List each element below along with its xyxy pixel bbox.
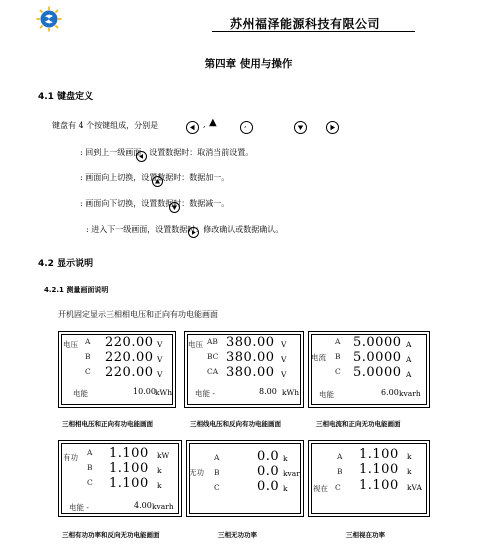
- phase-label: B: [85, 352, 91, 361]
- reading-unit: kW: [157, 451, 170, 460]
- reading-value: 380.00: [226, 335, 275, 350]
- key-def-down: : 画面向下切换，设置数据时：数据减一。: [80, 199, 230, 208]
- energy-unit: kvarh: [152, 502, 174, 511]
- display-panel-apparent-power: [308, 440, 430, 517]
- section-4-2-title: 4.2 显示说明: [38, 259, 94, 269]
- up-key-icon: ▲: [209, 117, 217, 128]
- display-intro: 开机固定显示三相相电压和正向有功电能画面: [58, 310, 218, 319]
- reading-value: 1.100: [109, 461, 149, 476]
- reading-value: 0.0: [257, 464, 280, 479]
- reading-value: 220.00: [105, 335, 154, 350]
- reading-unit: k: [407, 467, 412, 476]
- company-name: 苏州福泽能源科技有限公司: [230, 17, 381, 31]
- reading-unit: kVA: [407, 483, 422, 492]
- energy-value: 4.00: [134, 501, 152, 510]
- round-key-icon: [240, 121, 253, 134]
- energy-unit: kWh: [282, 388, 300, 397]
- display-panel-line-voltage: [184, 331, 304, 408]
- phase-label: A: [214, 453, 220, 462]
- energy-label: 电能 -: [69, 503, 89, 512]
- reading-unit: V: [281, 370, 287, 379]
- key-intro-sep1: ,: [203, 120, 206, 129]
- reading-unit: V: [281, 355, 287, 364]
- phase-label: BC: [207, 352, 219, 361]
- panel-label: 无功: [189, 468, 204, 477]
- panel-label: 视在: [313, 484, 328, 493]
- energy-unit: kvarh: [399, 389, 421, 398]
- reading-unit: V: [281, 340, 287, 349]
- key-def-up: : 画面向上切换，设置数据时：数据加一。: [80, 173, 230, 182]
- panel-caption: 三相相电压和正向有功电能画面: [62, 420, 153, 428]
- energy-unit: kWh: [155, 388, 173, 397]
- reading-value: 220.00: [105, 365, 154, 380]
- section-4-1-title: 4.1 键盘定义: [38, 92, 94, 102]
- reading-value: 1.100: [359, 447, 399, 462]
- chapter-title: 第四章 使用与操作: [204, 58, 293, 70]
- energy-label: 电能: [319, 390, 334, 399]
- key-def-enter: : 进入下一级画面，设置数据时：修改确认或数据确认。: [86, 225, 284, 234]
- phase-label: C: [214, 483, 220, 492]
- reading-unit: k: [283, 484, 288, 493]
- reading-unit: kvar: [283, 469, 300, 478]
- reading-value: 5.0000: [353, 350, 402, 365]
- key-def-back: : 回到上一级画面，设置数据时：取消当前设置。: [80, 148, 254, 157]
- reading-unit: k: [283, 454, 288, 463]
- reading-unit: k: [157, 481, 162, 490]
- phase-label: B: [214, 468, 220, 477]
- panel-label: 有功: [63, 453, 78, 462]
- down-key-icon: [294, 121, 307, 134]
- energy-label: 电能: [73, 389, 88, 398]
- display-panel-reactive-power: [186, 440, 304, 517]
- header-rule: [212, 31, 415, 32]
- left-key-icon: [186, 121, 199, 134]
- subsection-4-2-1-title: 4.2.1 测量画面说明: [44, 286, 109, 294]
- reading-value: 380.00: [226, 365, 275, 380]
- reading-value: 1.100: [359, 462, 399, 477]
- phase-label: A: [85, 337, 91, 346]
- energy-value: 8.00: [259, 387, 277, 396]
- reading-value: 220.00: [105, 350, 154, 365]
- display-panel-active-power: [58, 440, 182, 517]
- panel-caption: 三相电流和正向无功电能画面: [316, 420, 401, 428]
- reading-unit: A: [406, 355, 412, 364]
- panel-caption: 三相有功功率和反向无功电能画面: [62, 531, 160, 539]
- reading-value: 5.0000: [353, 365, 402, 380]
- phase-label: AB: [207, 337, 218, 346]
- reading-value: 0.0: [257, 449, 280, 464]
- key-intro-text: 键盘有 4 个按键组成，分别是: [52, 121, 159, 130]
- phase-label: CA: [207, 367, 219, 376]
- panel-caption: 三相线电压和反向有功电能画面: [190, 420, 281, 428]
- panel-caption: 三相无功功率: [218, 531, 257, 539]
- energy-value: 6.00: [381, 388, 399, 397]
- phase-label: A: [337, 452, 343, 461]
- reading-unit: k: [157, 466, 162, 475]
- reading-unit: V: [157, 355, 163, 364]
- phase-label: C: [85, 367, 91, 376]
- reading-unit: A: [406, 370, 412, 379]
- reading-unit: k: [407, 452, 412, 461]
- key-intro: [52, 120, 158, 131]
- phase-label: B: [335, 352, 341, 361]
- key-intro-sep2: ,: [244, 120, 247, 129]
- reading-value: 380.00: [226, 350, 275, 365]
- phase-label: B: [87, 463, 93, 472]
- energy-value: 10.00: [133, 387, 156, 396]
- panel-caption: 三相视在功率: [346, 531, 385, 539]
- right-key-icon: [326, 121, 339, 134]
- panel-label: 电压: [188, 340, 203, 349]
- phase-label: C: [335, 367, 341, 376]
- reading-value: 5.0000: [353, 335, 402, 350]
- reading-unit: V: [157, 370, 163, 379]
- phase-label: C: [335, 483, 341, 492]
- reading-unit: V: [157, 340, 163, 349]
- display-panel-phase-voltage: [58, 331, 176, 408]
- panel-label: 电压: [63, 340, 78, 349]
- phase-label: A: [87, 448, 93, 457]
- company-logo: [36, 6, 62, 32]
- reading-value: 0.0: [257, 479, 280, 494]
- display-panel-current: [308, 331, 430, 408]
- panel-label: 电流: [311, 353, 326, 362]
- energy-label: 电能 -: [195, 389, 215, 398]
- phase-label: C: [87, 478, 93, 487]
- phase-label: B: [337, 467, 343, 476]
- reading-value: 1.100: [109, 476, 149, 491]
- phase-label: A: [335, 337, 341, 346]
- reading-unit: A: [406, 340, 412, 349]
- reading-value: 1.100: [109, 446, 149, 461]
- reading-value: 1.100: [359, 478, 399, 493]
